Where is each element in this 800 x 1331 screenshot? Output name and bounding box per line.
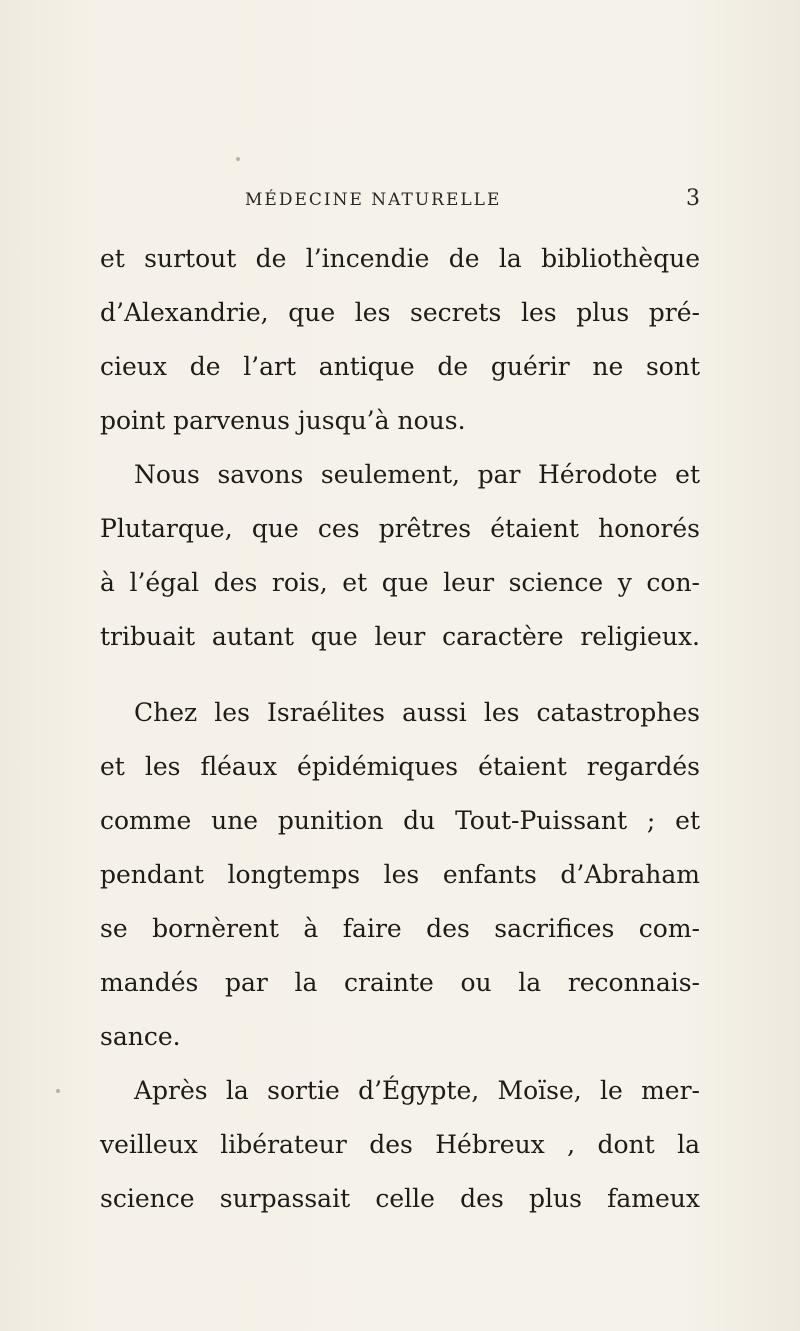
text-line: tribuait autant que leur caractère religieux. (100, 622, 700, 651)
text-line: à l’égal des rois, et que leur science y con- (100, 568, 700, 597)
text-line: et les fléaux épidémiques étaient regardés (100, 752, 700, 781)
running-title: MÉDECINE NATURELLE (245, 190, 502, 210)
text-line: pendant longtemps les enfants d’Abraham (100, 860, 700, 889)
text-line: mandés par la crainte ou la reconnais- (100, 968, 700, 997)
text-line: sance. (100, 1022, 181, 1051)
text-line: veilleux libérateur des Hébreux , dont la (100, 1130, 700, 1159)
paragraph-4 (100, 1064, 700, 1226)
text-line: Plutarque, que ces prêtres étaient honorés (100, 514, 700, 543)
text-line: et surtout de l’incendie de la bibliothèque (100, 244, 700, 273)
text-line: Après la sortie d’Égypte, Moïse, le mer- (134, 1076, 700, 1105)
text-line: se bornèrent à faire des sacrifices com- (100, 914, 700, 943)
text-line: cieux de l’art antique de guérir ne sont (100, 352, 700, 381)
paragraph-1 (100, 232, 700, 448)
paragraph-gap (100, 664, 700, 686)
page-header (245, 186, 700, 216)
paragraph-2 (100, 448, 700, 664)
text-line: Chez les Israélites aussi les catastrophes (134, 698, 700, 727)
paragraph-3 (100, 686, 700, 1064)
text-line: comme une punition du Tout-Puissant ; et (100, 806, 700, 835)
text-line: science surpassait celle des plus fameux (100, 1184, 700, 1213)
text-line: point parvenus jusqu’à nous. (100, 406, 466, 435)
text-line: Nous savons seulement, par Hérodote et (134, 460, 700, 489)
text-line: d’Alexandrie, que les secrets les plus pré- (100, 298, 700, 327)
page-number: 3 (686, 186, 700, 211)
body-text (100, 232, 700, 1226)
paper-speck (236, 157, 240, 161)
paper-speck (56, 1089, 60, 1093)
